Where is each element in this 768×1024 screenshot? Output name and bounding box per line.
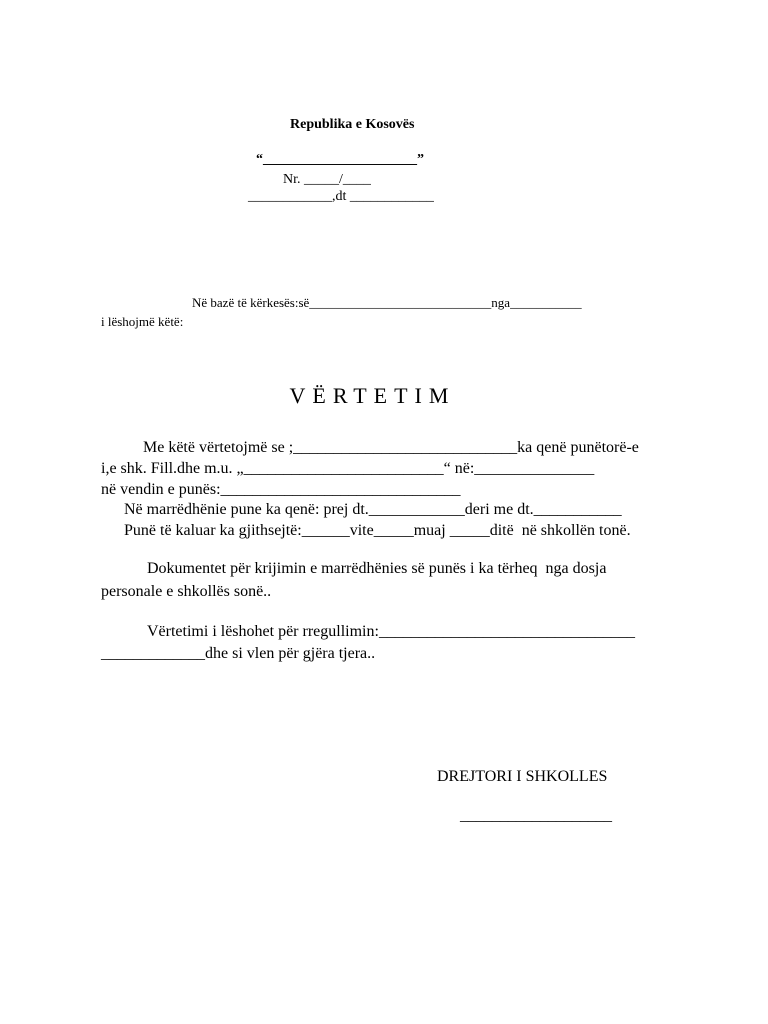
issue-statement-line: i lëshojmë këtë: (101, 314, 184, 329)
body-line-total-service: Punë të kaluar ka gjithsejtë:______vite_____muaj _____ditë në shkollën tonë. (124, 522, 631, 539)
body-line-workplace: në vendin e punës:______________________________ (101, 481, 461, 498)
country-title: Republika e Kosovës (290, 117, 415, 132)
document-heading: VËRTETIM (289, 383, 456, 408)
request-basis-line: Në bazë të kërkesës:së____________________________nga___________ (192, 295, 582, 310)
body-line-employment-period: Në marrëdhënie pune ka qenë: prej dt.____________deri me dt.___________ (124, 501, 622, 518)
body-line-documents: Dokumentet për krijimin e marrëdhënies së punës i ka tërheq nga dosja (147, 560, 607, 577)
body-line-purpose-cont: _____________dhe si vlen për gjëra tjera.. (101, 645, 376, 662)
signature-line: ___________________ (460, 807, 612, 824)
document-number-line: Nr. _____/____ (283, 172, 371, 187)
institution-name-blank: “______________________” (256, 152, 424, 167)
body-line-employee: Me këtë vërtetojmë se ;____________________________ka qenë punëtorë-e (143, 439, 639, 456)
body-line-school: i,e shk. Fill.dhe m.u. „_________________________“ në:_______________ (101, 460, 595, 477)
signature-title: DREJTORI I SHKOLLES (437, 768, 608, 785)
body-line-documents-cont: personale e shkollës sonë.. (101, 583, 272, 600)
body-line-purpose: Vërtetimi i lëshohet për rregullimin:________________________________ (147, 623, 635, 640)
place-date-line: ____________,dt ____________ (248, 189, 434, 204)
